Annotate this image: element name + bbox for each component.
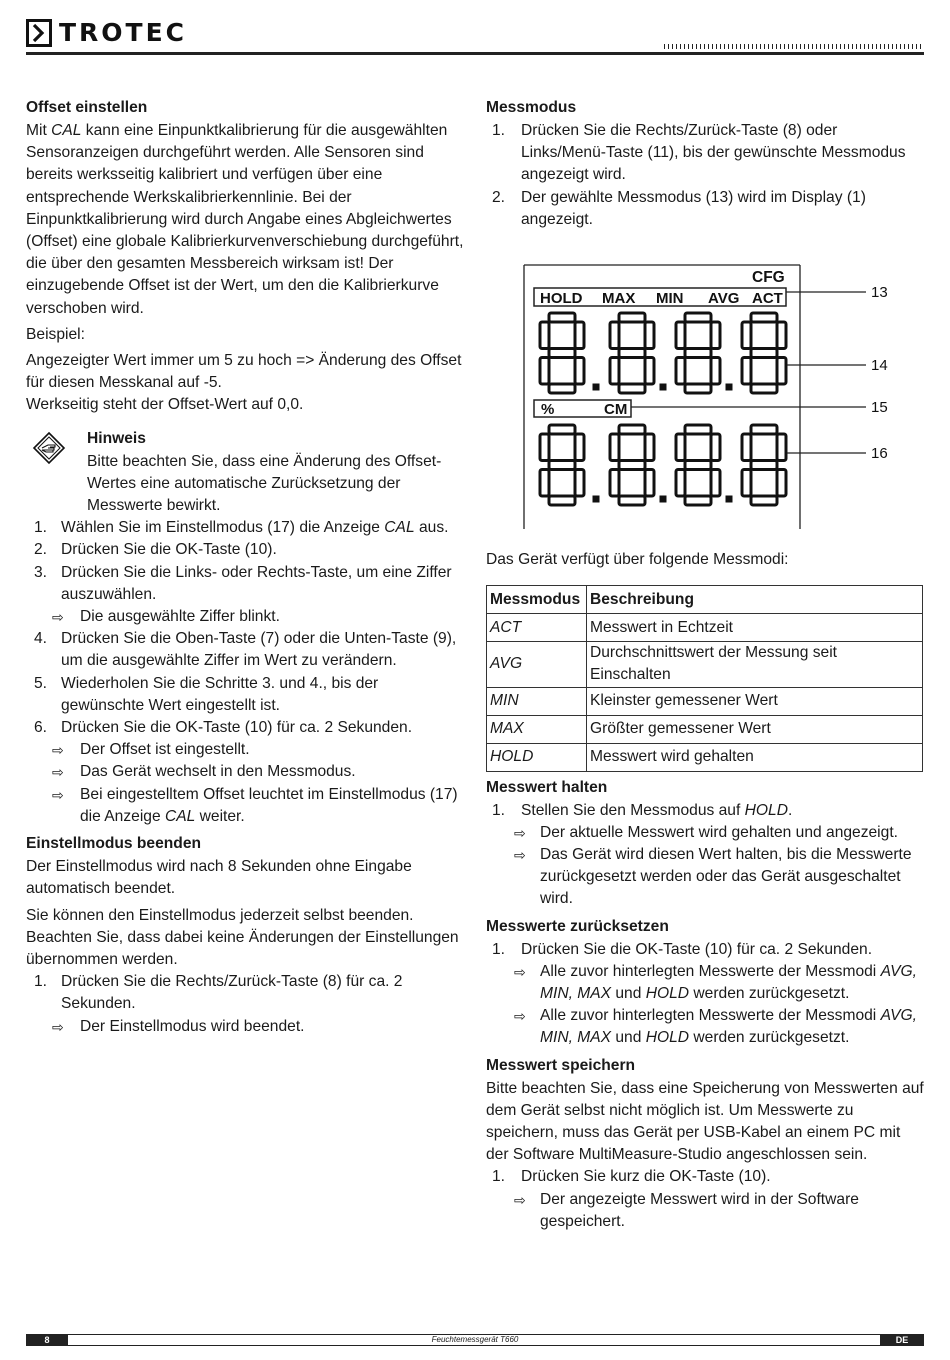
lcd-digits-top [540,313,786,393]
save-text: Bitte beachten Sie, dass eine Speicherung von Messwerten auf dem Gerät selbst nicht möglich ist. Um Messwerte zu speichern, muss das Gerät per USB-Kabel an einem PC mit der Software MultiMeasure-Studio angeschlossen sein. [486,1079,924,1164]
lcd-decimal-point-top-1 [593,384,600,391]
result-text: Das Gerät wird diesen Wert halten, bis die Messwerte zurückgesetzt werden oder das Gerät ausgeschaltet wird. [540,846,912,908]
hint-hand-icon [32,431,66,465]
step-item [486,939,926,961]
table-row [487,743,923,771]
lcd-mode-max: MAX [602,290,636,308]
step-text: Drücken Sie kurz die OK-Taste (10). [521,1168,771,1186]
step-item [486,1166,926,1188]
result-text: Der aktuelle Messwert wird gehalten und angezeigt. [540,823,898,841]
callout-16: 16 [871,445,888,463]
lcd-digit-top-2 [610,313,654,393]
step-text: Drücken Sie die Rechts/Zurück-Taste (8) für ca. 2 Sekunden. [61,973,403,1013]
step-item [26,628,464,672]
lcd-mode-min: MIN [656,290,684,308]
lcd-digit-bottom-4 [742,425,786,505]
table-cell-description: Messwert wird gehalten [587,743,923,771]
brand-logo [26,18,187,47]
lcd-cfg-label: CFG [752,269,785,287]
example-label: Beispiel: [26,325,85,343]
step-number: 2. [34,541,48,559]
step-text: Wählen Sie im Einstellmodus (17) die Anzeige [61,519,385,537]
header-stripes [664,44,924,49]
lcd-digit-top-4 [742,313,786,393]
result-arrow-icon: ⇨ [514,847,526,864]
result-item [486,822,926,844]
header-rule [26,52,924,55]
step-text: Drücken Sie die Links- oder Rechts-Taste, um eine Ziffer auszuwählen. [61,563,452,603]
result-text-italic: HOLD [645,985,690,1003]
offset-text-a: Mit [26,122,52,139]
lcd-unit-percent: % [541,401,555,419]
result-item [486,961,926,1005]
result-text: Alle zuvor hinterlegten Messwerte der Messmodi [540,1007,881,1025]
result-text-italic: AVG, MIN, MAX [540,1007,918,1047]
page-number: 8 [26,1334,68,1346]
modes-intro: Das Gerät verfügt über folgende Messmodi: [486,551,789,569]
step-number: 6. [34,719,48,737]
hint-box [26,427,464,518]
step-item [486,120,926,187]
result-text: und [611,1029,646,1047]
table-cell-description: Größter gemessener Wert [587,715,923,743]
result-text-italic: AVG, MIN, MAX [540,962,918,1003]
step-text: Drücken Sie die OK-Taste (10) für ca. 2 Sekunden. [521,940,873,958]
result-item [26,761,464,783]
step-text-italic: CAL [384,519,415,537]
step-number: 5. [34,674,48,692]
result-item [486,844,926,911]
lcd-digit-bottom-1 [540,425,584,505]
table-cell-mode: MIN [487,687,587,715]
result-text-italic: CAL [164,807,196,825]
result-arrow-icon: ⇨ [52,742,64,759]
lcd-decimal-point-bottom-2 [660,496,667,503]
step-number: 1. [34,973,48,991]
step-number: 1. [492,801,506,819]
table-cell-mode: ACT [487,614,587,642]
language-badge: DE [880,1334,924,1346]
step-text: Wiederholen Sie die Schritte 3. und 4., bis der gewünschte Wert eingestellt ist. [61,674,379,714]
result-arrow-icon: ⇨ [52,609,64,626]
result-text: Der Offset ist eingestellt. [80,741,250,759]
end-text-1: Der Einstellmodus wird nach 8 Sekunden ohne Eingabe automatisch beendet. [26,858,412,898]
offset-text [26,120,464,320]
step-text: Drücken Sie die Oben-Taste (7) oder die Unten-Taste (9), um die ausgewählte Ziffer im Wert zu verändern. [61,630,457,670]
left-column [26,96,464,1038]
step-text: Stellen Sie den Messmodus auf [521,801,745,819]
step-text: Der gewählte Messmodus (13) wird im Display (1) angezeigt. [521,188,866,228]
result-item [486,1189,926,1233]
step-item [26,539,464,561]
lcd-digit-top-3 [676,313,720,393]
example-line-2: Werkseitig steht der Offset-Wert auf 0,0. [26,396,304,414]
end-text-2: Sie können den Einstellmodus jederzeit selbst beenden. Beachten Sie, dass dabei keine Änderungen der Einstellungen übernommen werden. [26,906,459,968]
reset-title: Messwerte zurücksetzen [486,917,669,935]
result-text-italic: HOLD [645,1029,690,1047]
step-item [26,517,464,539]
result-item [26,606,464,628]
lcd-digits-bottom [540,425,786,505]
table-cell-mode: MAX [487,715,587,743]
result-text: Der angezeigte Messwert wird in der Software gespeichert. [540,1190,859,1230]
right-column [486,96,926,1233]
lcd-unit-cm: CM [604,401,628,419]
table-row [487,715,923,743]
result-text: werden zurückgesetzt. [689,985,850,1003]
brand-name: TROTEC [59,18,188,47]
step-text: Drücken Sie die Rechts/Zurück-Taste (8) oder Links/Menü-Taste (11), bis der gewünschte Messmodus angezeigt wird. [521,122,906,184]
result-text: weiter. [195,807,245,825]
lcd-mode-hold: HOLD [540,290,583,308]
result-item [486,1005,926,1049]
step-number: 1. [34,519,48,537]
mode-title: Messmodus [486,99,577,116]
result-arrow-icon: ⇨ [52,764,64,781]
result-arrow-icon: ⇨ [52,786,64,803]
lcd-digit-bottom-2 [610,425,654,505]
result-text: Alle zuvor hinterlegten Messwerte der Messmodi [540,962,881,980]
table-cell-mode: AVG [487,642,587,687]
hint-title: Hinweis [87,429,146,447]
step-number: 1. [492,1168,506,1186]
result-arrow-icon: ⇨ [514,1191,526,1208]
step-number: 1. [492,122,506,139]
save-title: Messwert speichern [486,1056,636,1074]
result-arrow-icon: ⇨ [514,824,526,841]
table-row [487,642,923,687]
callout-13: 13 [871,284,888,302]
step-item [486,187,926,231]
step-text: Drücken Sie die OK-Taste (10) für ca. 2 Sekunden. [61,719,413,737]
result-text: Das Gerät wechselt in den Messmodus. [80,763,356,781]
step-item [26,717,464,739]
step-text: . [787,801,793,819]
result-item [26,784,464,828]
step-number: 2. [492,188,506,206]
lcd-mode-avg: AVG [708,290,740,308]
step-number: 1. [492,940,506,958]
result-text: werden zurückgesetzt. [689,1029,850,1047]
footer-title: Feuchtemessgerät T660 [431,1335,519,1344]
callout-15: 15 [871,399,888,417]
table-row [487,687,923,715]
result-arrow-icon: ⇨ [514,1008,526,1025]
example-line-1: Angezeigter Wert immer um 5 zu hoch => Änderung des Offset für diesen Messkanal auf -5. [26,352,462,392]
table-header-row [487,586,923,614]
step-text: Drücken Sie die OK-Taste (10). [61,541,277,559]
table-header-mode: Messmodus [487,586,587,614]
result-arrow-icon: ⇨ [514,963,526,980]
step-item [26,562,464,606]
lcd-decimal-point-bottom-3 [726,496,733,503]
modes-table [486,585,923,771]
lcd-decimal-point-bottom-1 [593,496,600,503]
step-number: 4. [34,630,48,648]
result-item [26,739,464,761]
lcd-decimal-point-top-3 [726,384,733,391]
lcd-digit-top-1 [540,313,584,393]
result-item [26,1016,464,1038]
offset-title: Offset einstellen [26,99,148,116]
table-cell-description: Messwert in Echtzeit [587,614,923,642]
table-row [487,614,923,642]
hold-title: Messwert halten [486,778,608,796]
result-text: und [611,985,646,1003]
table-cell-description: Kleinster gemessener Wert [587,687,923,715]
end-title: Einstellmodus beenden [26,835,202,853]
offset-text-b: kann eine Einpunktkalibrierung für die ausgewählten Sensoranzeigen durchgeführt werden. Alle Sensoren sind bereits werksseitig kalibriert und verfügen über eine entsprechende Werkskalibrierkennlinie. Bei der Einpunktkalibrierung wird durch Angabe eines Abgleichwertes (Offset) eine globale Kalibrierkurvenverschiebung durchgeführt, die über den gesamten Messbereich wirksam ist! Der einzugebende Offset ist der Wert, um den die Kalibrierkurve verschoben wird. [26,122,464,317]
page-header [26,18,924,58]
step-text: aus. [414,519,449,537]
result-arrow-icon: ⇨ [52,1018,64,1035]
hint-text: Bitte beachten Sie, dass eine Änderung des Offset-Wertes eine automatische Zurücksetzung der Messwerte bewirkt. [87,452,442,515]
logo-chevron-icon [26,19,52,47]
lcd-mode-act: ACT [752,290,783,308]
lcd-decimal-point-top-2 [660,384,667,391]
lcd-display-figure [486,259,926,535]
table-cell-mode: HOLD [487,743,587,771]
table-cell-description: Durchschnittswert der Messung seit Einschalten [587,642,923,687]
step-text-italic: HOLD [744,801,788,819]
result-text: Bei eingestelltem Offset leuchtet im Einstellmodus (17) die Anzeige [80,785,458,825]
step-item [26,971,464,1015]
offset-text-cal: CAL [51,122,82,139]
step-number: 3. [34,563,48,581]
result-text: Die ausgewählte Ziffer blinkt. [80,608,280,626]
table-header-description: Beschreibung [587,586,923,614]
page-footer [26,1334,924,1346]
result-text: Der Einstellmodus wird beendet. [80,1017,305,1035]
step-item [486,800,926,822]
lcd-digit-bottom-3 [676,425,720,505]
step-item [26,673,464,717]
lcd-diagram [486,259,926,535]
callout-14: 14 [871,357,888,375]
